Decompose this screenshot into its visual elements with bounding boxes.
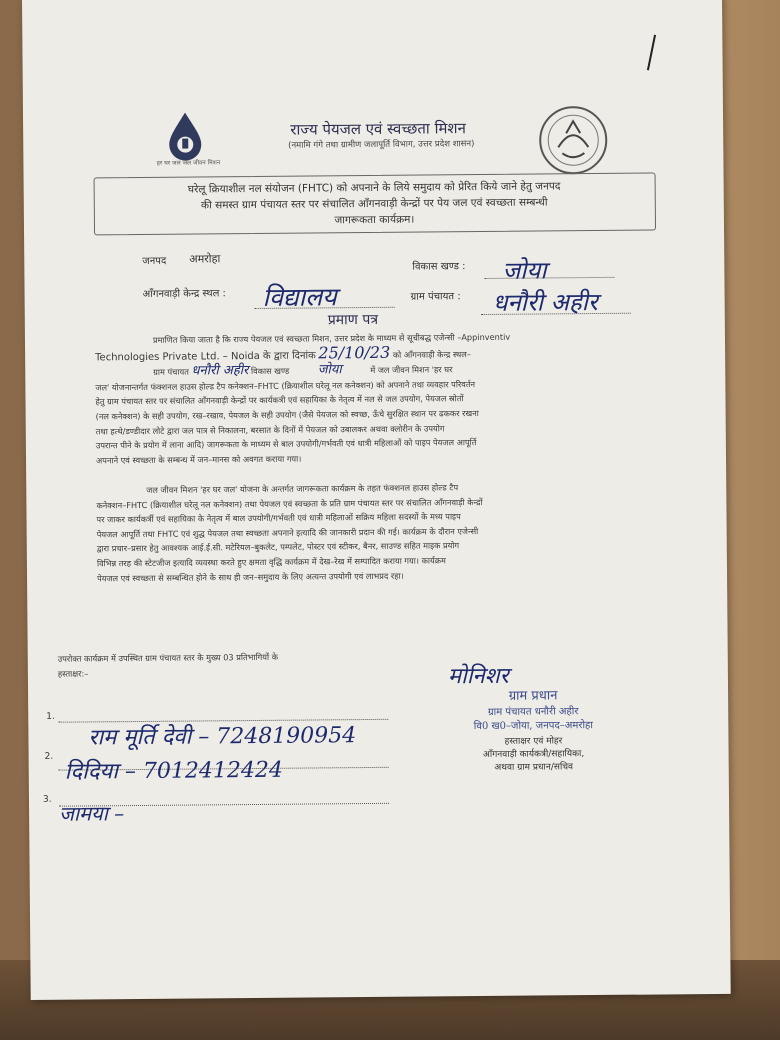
p2-line-5: द्वारा प्रचार–प्रसार हेतु आवश्यक आई.ई.सी. मटेरियल–बुकलेट, पम्पलेट, पोस्टर एवं स्टीकर, बैनर, साउण्ड सहित माइक प्रयोग (96, 540, 460, 554)
signature-scrawl: मोनिशर (447, 663, 509, 690)
p1-line-8: उपरान्त पीने के प्रयोग में लाना आदि) जागरूकता के माध्यम से बाल उपयोगी/गर्भवती एवं धात्री महिलाओं को पाइप पेयजल आपूर्ति (95, 437, 477, 451)
participant-2-number: 2. (44, 751, 54, 762)
p1-line-1: प्रमाणित किया जाता है कि राज्य पेयजल एवं स्वच्छता मिशन, उत्तर प्रदेश के माध्यम से सूचीबद्ध एजेन्सी –Appinventiv (152, 331, 511, 345)
vikas-khand-label: विकास खण्ड : (412, 261, 466, 273)
p1-line-3c: में जल जीवन मिशन 'हर घर (370, 364, 453, 376)
stamp-line-1: ग्राम प्रधान (508, 688, 558, 704)
p1-line-3a: ग्राम पंचायत (153, 366, 189, 378)
p1-line-9: अपनाने एवं स्वच्छता के सम्बन्ध में जन–मानस को अवगत कराया गया। (95, 453, 302, 466)
signature-line-2: आँगनवाड़ी कार्यकत्री/सहायिका, (482, 749, 585, 761)
participant-3-number: 3. (42, 794, 52, 805)
paragraph-1 (95, 328, 708, 468)
p3-line-2: हस्ताक्षर:– (57, 668, 89, 679)
gram-panchayat-handwritten: धनौरी अहीर (492, 287, 598, 317)
p1-line-7: तथा हत्थे/डण्डीदार लोटे द्वारा जल पात्र से निकालना, बरसात के दिनों में पेयजल को उबालकर अथवा क्लोरीन के उपयोग (95, 422, 445, 436)
participant-1-handwritten: राम मूर्ति देवी – 7248190954 (88, 723, 357, 751)
kendra-label: आँगनवाड़ी केन्द्र स्थल : (142, 288, 226, 300)
program-box-text (102, 178, 647, 231)
header-title: राज्य पेयजल एवं स्वच्छता मिशन (290, 119, 466, 139)
kendra-handwritten: विद्यालय (262, 282, 337, 312)
participant-2-handwritten: दिदिया – 7012412424 (64, 757, 284, 785)
certificate-title: प्रमाण पत्र (327, 311, 379, 329)
p1-line-3b: विकास खण्ड (250, 365, 290, 377)
p2-line-4: पेयजल आपूर्ति तथा FHTC एवं शुद्ध पेयजल तथा स्वच्छता अपनाने इत्यादि की जानकारी प्रदान की गई। कार्यक्रम के दौरान एजेन्सी (96, 525, 479, 540)
gram-panchayat-label: ग्राम पंचायत : (410, 291, 461, 303)
participant-3-handwritten: जामया – (58, 801, 125, 826)
logo-caption: हर घर जल जल जीवन मिशन (156, 159, 221, 167)
p1-line-2b: को आँगनवाड़ी केन्द्र स्थल– (392, 348, 471, 360)
header-subtitle: (नमामि गंगे तथा ग्रामीण जलापूर्ति विभाग, उत्तर प्रदेश शासन) (288, 139, 475, 151)
participant-1-number: 1. (46, 711, 55, 722)
p1-line-6: (नल कनेक्शन) के सही उपयोग, रख–रखाव, पेयजल के सही उपयोग (जैसे पेयजल को स्वच्छ, ऊँचे सुरक्षित स्थान पर ढककर रखना (95, 407, 479, 422)
jal-jeevan-mission-logo-icon (163, 110, 207, 164)
stamp-line-3: वि0 ख0–जोया, जनपद–अमरोहा (473, 720, 593, 733)
program-line-3: जागरूकता कार्यक्रम। (334, 213, 415, 227)
p1-line-4: जल' योजनान्तर्गत फंक्शनल हाउस होल्ड टैप कनेक्शन–FHTC (क्रियाशील घरेलू नल कनेक्शन) को अपनाने तथा व्यवहार परिवर्तन (95, 378, 476, 393)
p2-line-7: पेयजल एवं स्वच्छता से सम्बन्धित होने के साथ ही जन–समुदाय के लिए अत्यन्त उपयोगी एवं लाभप्रद रहा। (97, 570, 404, 583)
paragraph-3 (58, 648, 438, 681)
certificate-sheet (22, 0, 731, 1000)
p1-handwritten-vk: जोया (317, 362, 342, 378)
p2-line-6: विभिन्न तरह की स्टेटजीज इत्यादि व्यवस्था करते हुए क्षमता वृद्धि कार्यक्रम में देख–रेख में सम्पादित कराया गया। कार्यक्रम (96, 555, 446, 569)
paragraph-2 (96, 478, 709, 585)
p1-line-2a: Technologies Private Ltd. – Noida के द्वारा दिनांक (95, 350, 316, 363)
p2-line-3: पर जाकर कार्यकर्त्री एवं सहायिका के नेतृत्व में बाल उपयोगी/गर्भवती एवं धात्री महिलाओं सक्रिय महिला सदस्यों के मध्य पाइप (96, 511, 461, 525)
signature-line-3: अथवा ग्राम प्रधान/सचिव (494, 762, 574, 773)
p1-handwritten-gp: धनौरी अहीर (191, 363, 249, 379)
p1-line-5: हेतु ग्राम पंचायत स्तर पर संचालित आँगनवाड़ी केन्द्रों पर कार्यकत्री एवं सहायिका के नेतृत्व में नल से जल उपयोग, पेयजल स्रोतों (95, 393, 464, 407)
signature-line-1: हस्ताक्षर एवं मोहर (504, 736, 563, 747)
p3-line-1: उपरोक्त कार्यक्रम में उपस्थित ग्राम पंचायत स्तर के मुख्य 03 प्रतिभागियों के (57, 651, 279, 664)
janpad-label: जनपद (142, 255, 167, 267)
program-line-2: की समस्त ग्राम पंचायत स्तर पर संचालित आँगनवाड़ी केन्द्रों पर पेय जल एवं स्वच्छता सम्बन्धी (200, 196, 548, 212)
stamp (433, 685, 633, 733)
signature-caption (433, 735, 633, 776)
janpad-value: अमरोहा (189, 252, 221, 266)
program-line-1: घरेलू क्रियाशील नल संयोजन (FHTC) को अपनाने के लिये समुदाय को प्रेरित किये जाने हेतु जनपद (187, 180, 561, 196)
p2-line-1: जल जीवन मिशन 'हर घर जल' योजना के अन्तर्गत जागरूकता कार्यक्रम के तहत फंक्शनल हाउस होल्ड टैप (146, 482, 459, 495)
p2-line-2: कनेक्शन–FHTC (क्रियाशील घरेलू नल कनेक्शन) तथा पेयजल एवं स्वच्छता के प्रति ग्राम पंचायत स्तर पर संचालित आँगनवाड़ी केन्द्रों (96, 496, 483, 510)
pen-stroke-mark (647, 35, 656, 71)
vikas-khand-handwritten: जोया (502, 256, 547, 285)
stamp-line-2: ग्राम पंचायत धनौरी अहीर (487, 706, 579, 718)
p1-handwritten-date: 25/10/23 (318, 342, 391, 363)
